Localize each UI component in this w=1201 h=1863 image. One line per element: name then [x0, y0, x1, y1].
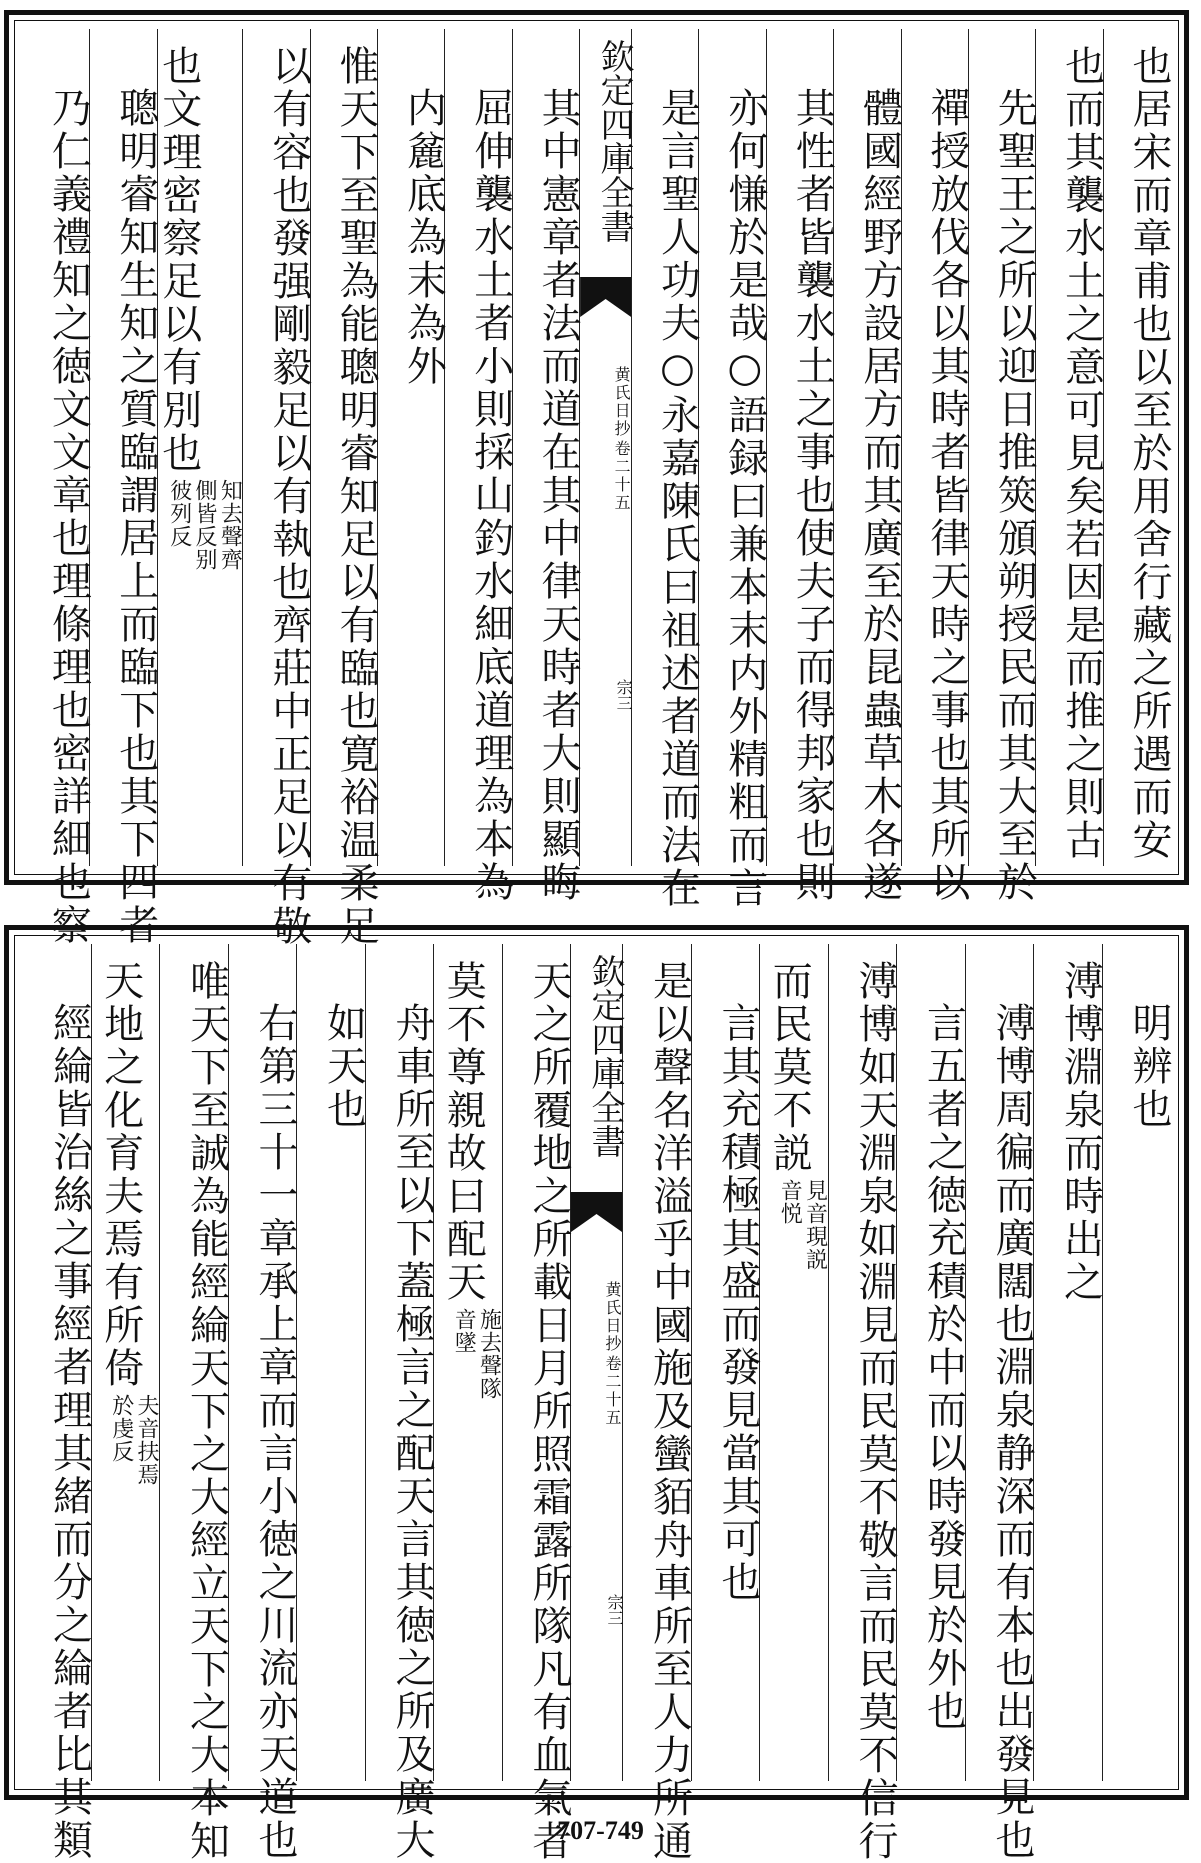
text-column: 溥博淵泉而時出之 — [1034, 944, 1103, 1781]
text-column: 也文理密察足以有別也知去聲齊側皆反别彼列反 — [158, 29, 244, 866]
text-column: 是言聖人功夫○永嘉陳氏曰祖述者道而法在 — [632, 29, 699, 866]
text-column: 唯天下至誠為能經綸天下之大經立天下之大本知 — [160, 944, 229, 1781]
text-column: 其性者皆襲水土之事也使夫子而得邦家也則 — [767, 29, 834, 866]
text-column: 屈伸襲水土者小則採山釣水細底道理為本為 — [445, 29, 512, 866]
collection-title: 欽定四庫全書 — [594, 39, 635, 243]
text-column: 而民莫不説見音現説音悦 — [760, 944, 829, 1781]
fold-column — [580, 29, 635, 866]
volume-label: 卷二十五 — [603, 1355, 622, 1427]
text-column: 莫不尊親故曰配天施去聲隊音墜 — [434, 944, 503, 1781]
interlinear-note: 知去聲齊側皆反别彼列反 — [166, 479, 243, 571]
book-info — [580, 329, 631, 549]
text-column: 也居宋而章甫也以至於用舍行藏之所遇而安 — [1126, 45, 1172, 862]
text-column: 明辨也 — [1126, 1002, 1172, 1131]
text-column: 天地之化育夫焉有所倚夫音扶焉於虔反 — [92, 944, 161, 1781]
text-column: 其中憲章者法而道在其中律天時者大則顯晦 — [513, 29, 580, 866]
volume-label: 卷二十五 — [612, 440, 632, 512]
text-column: 亦何慊於是哉○語録曰兼本末内外精粗而言 — [699, 29, 766, 866]
text-column: 禪授放伐各以其時者皆律天時之事也其所以 — [902, 29, 969, 866]
text-column: 天之所覆地之所載日月所照霜露所隊凡有血氣者 — [503, 944, 572, 1781]
text-column: 言其充積極其盛而發見當其可也 — [692, 944, 761, 1781]
collection-title: 欽定四庫全書 — [585, 954, 625, 1158]
text-column: 溥博周徧而廣闊也淵泉静深而有本也出發見也 — [966, 944, 1035, 1781]
text-column: 内麄底為末為外 — [378, 29, 445, 866]
interlinear-note: 夫音扶焉於虔反 — [108, 1394, 159, 1486]
fold-column — [571, 944, 623, 1781]
text-column: 是以聲名洋溢乎中國施及蠻貊舟車所至人力所通 — [623, 944, 692, 1781]
page-number: 707-749 — [557, 1816, 644, 1845]
text-column: 經綸皆治絲之事經者理其緒而分之綸者比其類 — [23, 944, 92, 1781]
text-column: 聰明睿知生知之質臨謂居上而臨下也其下四者 — [90, 29, 157, 866]
interlinear-note: 見音現説音悦 — [777, 1179, 828, 1271]
book-title: 黄氏日抄 — [603, 1281, 622, 1353]
text-column: 先聖王之所以迎日推筴頒朔授民而其大至於 — [969, 29, 1036, 866]
leaf-number: 宗三 — [614, 679, 634, 711]
text-column: 體國經野方設居方而其廣至於昆蟲草木各遂 — [834, 29, 901, 866]
leaf-number: 宗三 — [605, 1594, 624, 1626]
book-title: 黄氏日抄 — [612, 366, 632, 438]
text-column: 舟車所至以下蓋極言之配天言其徳之所及廣大 — [366, 944, 435, 1781]
interlinear-note: 施去聲隊音墜 — [451, 1308, 502, 1400]
text-column: 以有容也發强剛毅足以有執也齊莊中正足以有敬 — [243, 29, 310, 866]
book-info — [571, 1244, 622, 1464]
text-column: 溥博如天淵泉如淵見而民莫不敬言而民莫不信行 — [829, 944, 898, 1781]
text-column: 右第三十一章承上章而言小徳之川流亦天道也 — [229, 944, 298, 1781]
text-column: 也而其襲水土之意可見矣若因是而推之則古 — [1036, 29, 1103, 866]
text-column: 言五者之徳充積於中而以時發見於外也 — [897, 944, 966, 1781]
top-page-frame — [4, 10, 1189, 948]
text-column: 惟天下至聖為能聰明睿知足以有臨也寛裕温柔足 — [311, 29, 378, 866]
text-column: 如天也 — [297, 944, 366, 1781]
top-page-columns — [23, 29, 1172, 948]
text-column: 乃仁義禮知之徳文文章也理條理也密詳細也察 — [23, 29, 90, 866]
